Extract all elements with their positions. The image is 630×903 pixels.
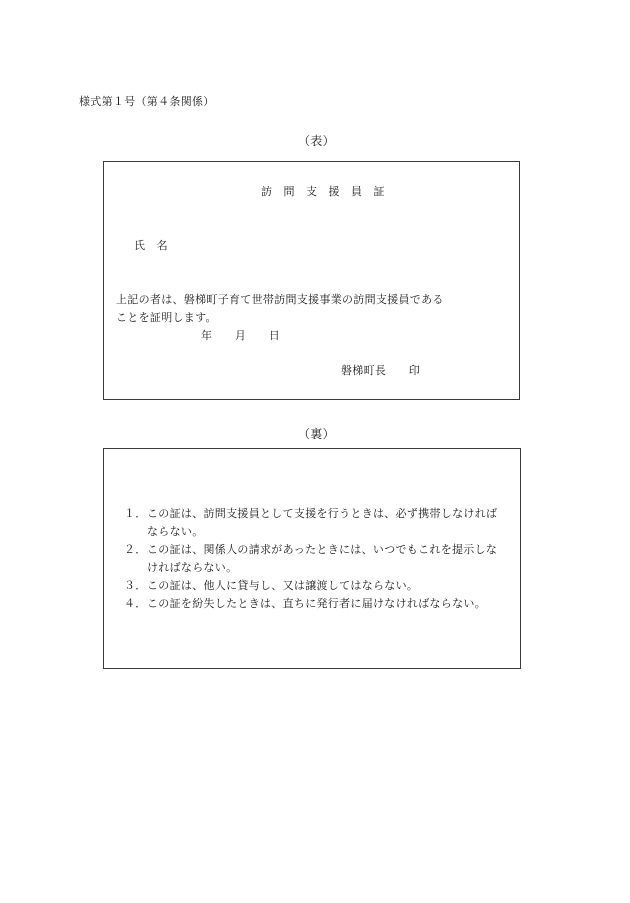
item-text: この証は、関係人の請求があったときには、いつでもこれを提示しな <box>147 543 498 556</box>
item-text: この証は、他人に貸与し、又は譲渡してはならない。 <box>147 579 419 592</box>
statement-line-1: 上記の者は、磐梯町子育て世帯訪問支援事業の訪問支援員である <box>116 293 444 306</box>
card-title: 訪 問 支 援 員 証 <box>261 185 389 198</box>
item-number: ３． <box>124 579 147 592</box>
back-heading: （裏） <box>298 427 335 441</box>
form-number: 様式第１号（第４条関係） <box>79 95 215 108</box>
statement-line-2: ことを証明します。 <box>116 311 217 324</box>
item-text: この証を紛失したときは、直ちに発行者に届けなければならない。 <box>147 597 486 610</box>
issuer: 磐梯町長 印 <box>341 364 421 377</box>
front-card <box>103 161 520 400</box>
item-text-continued: ければならない。 <box>147 561 238 574</box>
item-number: ２． <box>124 543 147 556</box>
date-line: 年 月 日 <box>201 329 281 342</box>
back-card <box>103 448 521 669</box>
front-heading: （表） <box>298 134 335 148</box>
item-text: この証は、訪問支援員として支援を行うときは、必ず携帯しなければ <box>147 507 498 520</box>
item-text-continued: ならない。 <box>147 525 204 538</box>
item-number: １． <box>124 507 147 520</box>
name-label: 氏 名 <box>134 239 168 252</box>
item-number: ４． <box>124 597 147 610</box>
